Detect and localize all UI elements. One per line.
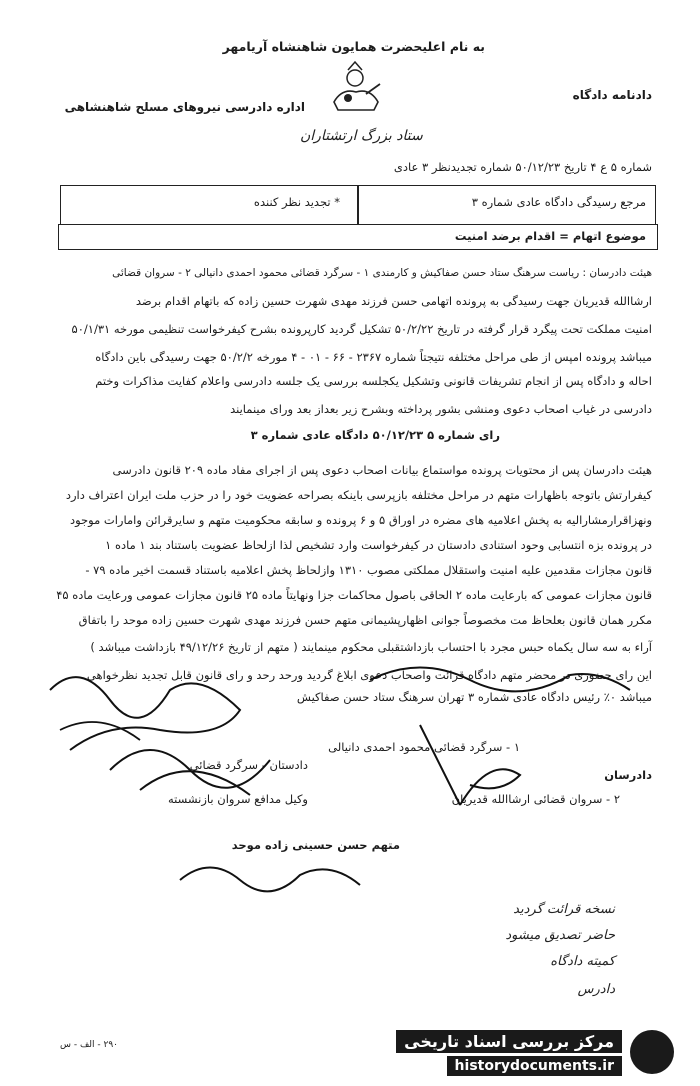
handwritten-note: حاضر تصدیق میشود <box>505 928 615 943</box>
accused-line: متهم حسن حسینی زاده موحد <box>231 838 400 852</box>
body-line: هیئت دادرسان پس از محتویات پرونده مواستماع بیانات اصحاب دعوی پس از اجرای مفاد ماده ۲۰۹ قانون دادرسی <box>112 463 652 477</box>
body-line: ارشاالله قدیریان جهت رسیدگی به پرونده اتهامی حسن فرزند مهدی شهرت حسین زاده که باتهام اقدام برضد <box>135 294 652 308</box>
defender-line: وکیل مدافع سروان بازنشسته <box>168 792 308 806</box>
member-two: ۲ - سروان قضائی ارشاالله قدیریان <box>451 792 620 806</box>
body-line: قانون مجازات عمومی که بارعایت ماده ۲ الحاقی باصول محاکمات جزا ونهایتاً ماده ۲۵ قانون مجازات عمومی ورعایت ماده ۴۵ <box>56 588 652 602</box>
handwritten-note: کمیته دادگاه <box>550 954 615 969</box>
body-line: امنیت مملکت تحت پیگرد قرار گرفته در تاریخ ۵۰/۲/۲۲ تشکیل گردید کارپرونده بشرح کیفرخواست تنظیمی مورخه ۵۰/۱/۳۱ <box>71 322 652 336</box>
body-line: میباشد پرونده امپس از طی مراحل مختلفه نتیجتاً شماره ۲۳۶۷ - ۶۶ - ۰۱ - ۴ مورخه ۵۰/۲/۲ جهت رسیدگی باین دادگاه <box>95 350 652 364</box>
handwritten-note: دادرس <box>577 982 615 997</box>
body-line: مکرر همان قانون بعلحاظ مت مخصوصاً جوانی اظهارپشیمانی متهم حسن فرزند مهدی شهرت حسین زاده موحد را باتفاق <box>78 613 652 627</box>
body-line: میباشد ۰٪ رئیس دادگاه عادی شماره ۳ تهران سرهنگ ستاد حسن صفاکیش <box>296 690 652 704</box>
signature-scribble-icon <box>170 850 370 900</box>
meta-line: شماره ۵ ع ۴ تاریخ ۵۰/۱۲/۲۳ شماره تجدیدنظر ۳ عادی <box>393 160 652 174</box>
emblem-caption: ستاد بزرگ ارتشتاران <box>300 128 423 144</box>
body-line: هیئت دادرسان : ریاست سرهنگ ستاد حسن صفاکیش و کارمندی ۱ - سرگرد قضائی محمود احمدی دانیالی ۲ - سروان قضائی <box>112 267 652 279</box>
member-one: ۱ - سرگرد قضائی محمود احمدی دانیالی <box>328 740 520 754</box>
court-verdict-title: دادنامه دادگاه <box>572 88 652 102</box>
signature-scribble-icon <box>100 720 290 810</box>
body-line: دادرسی در غیاب اصحاب دعوی ومنشی بشور پرداخته وبشرح زیر بعداز بعد ورای مینمایند <box>230 402 652 416</box>
body-line: قانون مجازات مقدمین علیه امنیت واستقلال مملکتی مصوب ۱۳۱۰ وازلحاظ پخش اعلامیه باستناد قسمت اخیر ماده ۷۹ - <box>85 563 652 577</box>
body-line: آراء به سه سال یکماه حبس مجرد با احتساب بازداشتقبلی محکوم مینمایند ( متهم از تاریخ ۴۹/۱۲/۲۶ بازداشت میباشد ) <box>90 640 652 654</box>
subject-line: موضوع اتهام = اقدام برضد امنیت <box>454 229 646 243</box>
signature-scribble-icon <box>360 650 640 710</box>
watermark-url: historydocuments.ir <box>447 1056 622 1076</box>
judges-label: دادرسان <box>604 768 652 782</box>
verdict-number-line: رای شماره ۵ ۵۰/۱۲/۲۳ دادگاه عادی شماره ۳ <box>250 428 500 442</box>
reference-text: مرجع رسیدگی دادگاه عادی شماره ۳ <box>471 195 646 209</box>
body-line: ونهزاقرارمشارالیه به پخش اعلامیه های مضره در اوراق ۵ و ۶ پرونده و سابقه محکومیت متهم و سایرقرائن وامارات موجود <box>69 513 652 527</box>
signature-scribble-icon <box>400 715 540 815</box>
prosecutor-line: دادستان - سرگرد قضائی <box>189 758 308 772</box>
body-line: کیفرارتش باتوجه باظهارات متهم در مراحل مختلفه بازپرسی باینکه بصراحه عضویت خود را در حزب ملت ایران اعتراف دارد <box>65 488 652 502</box>
archive-logo-icon <box>630 1030 674 1074</box>
handwritten-note: نسخه قرائت گردید <box>513 902 615 917</box>
lion-and-sun-emblem-icon <box>320 58 390 128</box>
department-title: اداره دادرسی نیروهای مسلح شاهنشاهی <box>64 100 305 114</box>
body-line: در پرونده بزه انتسابی وحود استنادی دادستان در کیفرخواست وارد تشخیص لذا ازلحاظ عضویت باستناد بند ۱ ماده ۱ <box>105 538 652 552</box>
invocation-line: به نام اعلیحضرت همایون شاهنشاه آریامهر <box>222 39 485 54</box>
watermark-text: مرکز بررسی اسناد تاریخی <box>396 1030 622 1053</box>
appeal-note: * تجدید نظر کننده <box>253 195 340 209</box>
form-code: ۲۹۰ - الف - س <box>60 1040 118 1050</box>
body-line: احاله و دادگاه پس از انجام تشریفات قانونی وتشکیل یکجلسه بررسی یک جلسه دادرسی واعلام کفایت مذاکرات وختم <box>95 374 652 388</box>
body-line: این رای حضوری در محضر متهم دادگاه قرائت واصحاب دعوی ابلاغ گردید ورحد رحد و رای قانون قابل تجدید نظرخواهی <box>86 668 652 682</box>
